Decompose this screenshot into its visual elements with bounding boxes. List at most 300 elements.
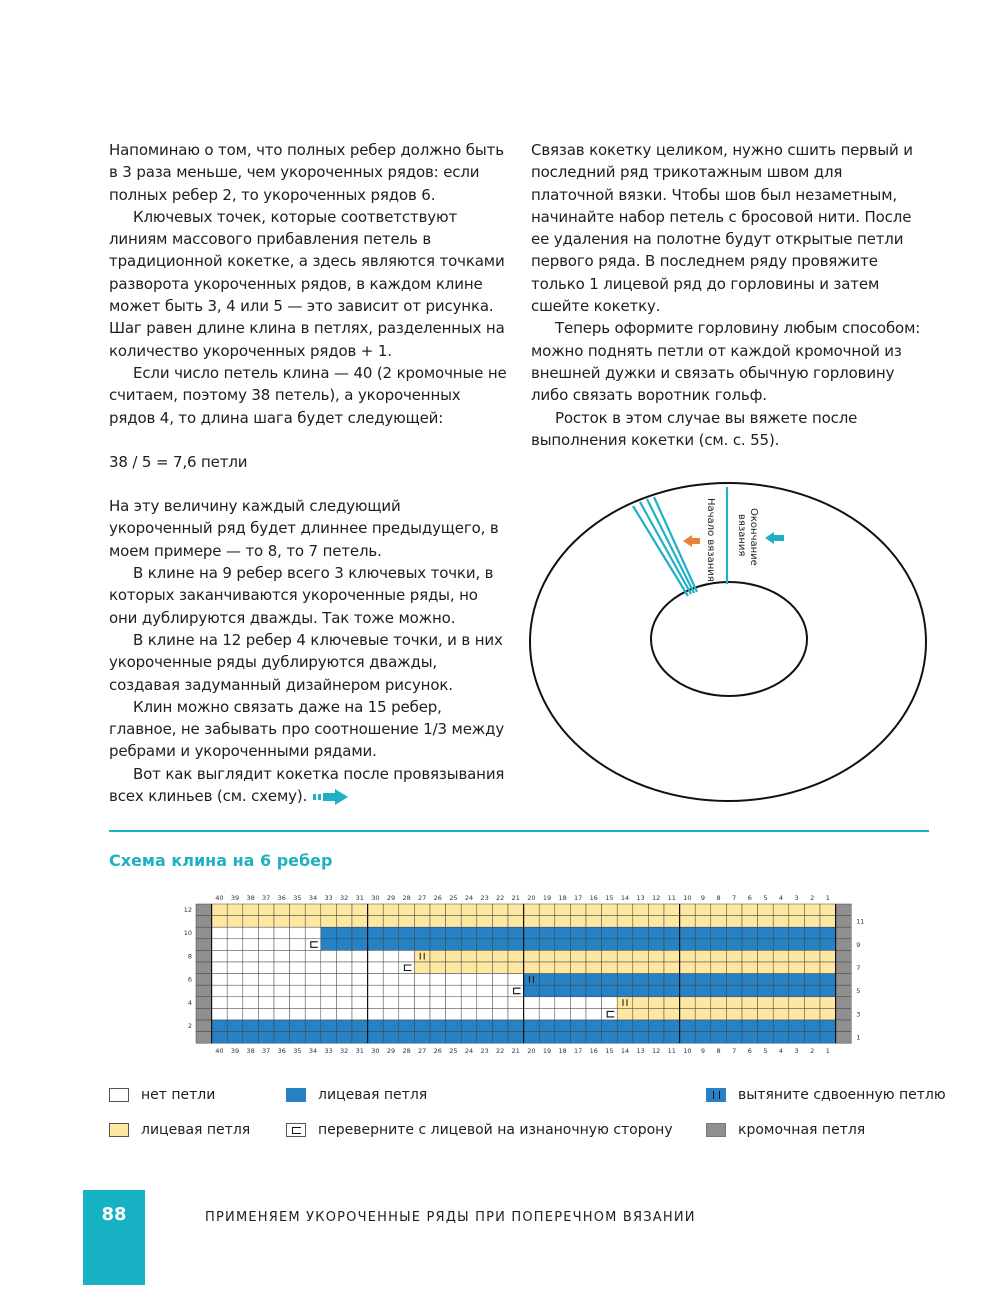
chart-cell bbox=[555, 1008, 571, 1020]
column-number: 29 bbox=[386, 1047, 396, 1056]
chart-cell bbox=[804, 950, 820, 962]
column-number: 38 bbox=[246, 894, 255, 902]
chart-cell bbox=[336, 927, 352, 939]
chart-cell bbox=[773, 974, 789, 986]
column-number: 4 bbox=[778, 1047, 784, 1056]
chart-cell bbox=[804, 997, 820, 1009]
chart-cell bbox=[680, 1020, 696, 1032]
chart-cell bbox=[555, 997, 571, 1009]
chart-cell bbox=[664, 985, 680, 997]
left-text-column bbox=[109, 139, 507, 807]
column-number: 26 bbox=[433, 894, 442, 902]
chart-cell bbox=[290, 916, 306, 928]
row-number-left: 2 bbox=[187, 1022, 192, 1030]
chart-cell bbox=[430, 927, 446, 939]
chart-cell bbox=[508, 1008, 524, 1020]
row-number-left: 12 bbox=[183, 906, 192, 914]
paragraph: Ключевых точек, которые соответствуют линиям массового прибавления петель в традиционной кокетке, а здесь являются точками разворота укороченных рядов, в каждом клине может быть 3, 4 или 5 — это зависит от рисунка. Шаг равен длине клина в петлях, разделенных на количество укороченных рядов + 1. bbox=[109, 207, 505, 360]
chart-cell bbox=[227, 904, 243, 916]
chart-cell bbox=[368, 950, 384, 962]
chart-cell bbox=[305, 985, 321, 997]
chart-cell bbox=[539, 1020, 555, 1032]
column-number: 1 bbox=[825, 894, 830, 902]
chart-cell bbox=[414, 939, 430, 951]
label-start: Начало вязания bbox=[705, 498, 716, 582]
chart-cell bbox=[680, 985, 696, 997]
chart-cell bbox=[227, 997, 243, 1009]
chart-cell bbox=[368, 1008, 384, 1020]
chart-cell bbox=[461, 904, 477, 916]
chart-cell bbox=[524, 1032, 540, 1044]
chart-cell bbox=[414, 1008, 430, 1020]
chart-cell bbox=[290, 997, 306, 1009]
column-number: 20 bbox=[527, 1047, 536, 1056]
chart-cell bbox=[664, 916, 680, 928]
chart-cell bbox=[820, 916, 836, 928]
label-end-line1: Окончание bbox=[748, 508, 759, 566]
chart-cell bbox=[664, 904, 680, 916]
chart-cell bbox=[648, 1032, 664, 1044]
column-number: 10 bbox=[683, 1047, 692, 1056]
chart-cell bbox=[461, 962, 477, 974]
chart-cell bbox=[414, 962, 430, 974]
chart-cell bbox=[789, 962, 805, 974]
chart-cell bbox=[664, 1020, 680, 1032]
chart-cell bbox=[633, 985, 649, 997]
chart-cell bbox=[539, 916, 555, 928]
chart-cell bbox=[446, 1032, 462, 1044]
chart-cell bbox=[430, 974, 446, 986]
chart-cell bbox=[570, 1020, 586, 1032]
chart-cell bbox=[305, 916, 321, 928]
chart-cell bbox=[368, 997, 384, 1009]
chart-cell bbox=[539, 1008, 555, 1020]
chart-cell bbox=[804, 985, 820, 997]
legend-empty bbox=[109, 1086, 215, 1104]
legend-label: переверните с лицевой на изнаночную сторону bbox=[318, 1122, 673, 1138]
chart-cell bbox=[758, 916, 774, 928]
chart-cell bbox=[477, 916, 493, 928]
chart-cell bbox=[804, 904, 820, 916]
chart-cell bbox=[711, 927, 727, 939]
column-number: 22 bbox=[496, 1047, 505, 1056]
column-number: 31 bbox=[355, 1047, 364, 1056]
column-number: 13 bbox=[636, 894, 645, 902]
paragraph: Теперь оформите горловину любым способом: можно поднять петли от каждой кромочной из внешней дужки и связать обычную горловину либо связать воротник гольф. bbox=[531, 319, 921, 405]
chart-cell bbox=[586, 962, 602, 974]
legend-label: кромочная петля bbox=[738, 1122, 866, 1138]
chart-cell bbox=[212, 939, 228, 951]
chart-cell bbox=[196, 927, 212, 939]
page-number-box bbox=[83, 1190, 145, 1285]
chart-cell bbox=[617, 939, 633, 951]
column-number: 1 bbox=[825, 1047, 830, 1056]
chart-cell bbox=[383, 904, 399, 916]
chart-cell bbox=[555, 950, 571, 962]
column-number: 25 bbox=[449, 894, 458, 902]
schema-title: Схема клина на 6 ребер bbox=[109, 851, 333, 870]
chart-cell bbox=[617, 997, 633, 1009]
chart-cell bbox=[836, 974, 852, 986]
column-number: 28 bbox=[402, 1047, 411, 1056]
column-number: 35 bbox=[293, 1047, 302, 1056]
chart-cell bbox=[570, 939, 586, 951]
chart-cell bbox=[555, 1032, 571, 1044]
chart-cell bbox=[758, 1020, 774, 1032]
column-number: 23 bbox=[480, 1047, 489, 1056]
chart-cell bbox=[555, 939, 571, 951]
chart-cell bbox=[617, 1008, 633, 1020]
chart-cell bbox=[742, 1008, 758, 1020]
chart-cell bbox=[602, 950, 618, 962]
chart-cell bbox=[695, 927, 711, 939]
chart-cell bbox=[383, 916, 399, 928]
chart-cell bbox=[227, 1008, 243, 1020]
column-number: 30 bbox=[371, 1047, 380, 1056]
chart-cell bbox=[524, 950, 540, 962]
chart-cell bbox=[633, 962, 649, 974]
column-number: 16 bbox=[589, 894, 598, 902]
chart-cell bbox=[820, 950, 836, 962]
column-number: 27 bbox=[418, 894, 427, 902]
chart-cell bbox=[305, 1008, 321, 1020]
chart-cell bbox=[430, 916, 446, 928]
column-number: 10 bbox=[683, 894, 692, 902]
chart-cell bbox=[836, 1020, 852, 1032]
label-end-line2: вязания bbox=[736, 514, 747, 557]
formula: 38 / 5 = 7,6 петли bbox=[109, 452, 248, 471]
chart-cell bbox=[711, 974, 727, 986]
paragraph: На эту величину каждый следующий укороченный ряд будет длиннее предыдущего, в моем примере — то 8, то 7 петель. bbox=[109, 497, 499, 560]
chart-cell bbox=[539, 962, 555, 974]
column-number: 4 bbox=[778, 894, 784, 902]
chart-cell bbox=[726, 1032, 742, 1044]
chart-cell bbox=[430, 985, 446, 997]
chart-cell bbox=[258, 1032, 274, 1044]
chart-cell bbox=[742, 974, 758, 986]
chart-cell bbox=[414, 985, 430, 997]
row-number-right: 3 bbox=[856, 1010, 861, 1019]
column-number: 37 bbox=[262, 1047, 271, 1056]
column-number: 3 bbox=[794, 1047, 799, 1056]
chart-cell bbox=[321, 939, 337, 951]
chart-cell bbox=[258, 974, 274, 986]
column-number: 21 bbox=[511, 894, 520, 902]
chart-cell bbox=[461, 950, 477, 962]
row-number-left: 8 bbox=[187, 952, 192, 961]
chart-cell bbox=[695, 939, 711, 951]
chart-cell bbox=[804, 939, 820, 951]
chart-cell bbox=[570, 962, 586, 974]
chart-cell bbox=[726, 997, 742, 1009]
paragraph: Напоминаю о том, что полных ребер должно быть в 3 раза меньше, чем укороченных рядов: если полных ребер 2, то укороченных рядов 6. bbox=[109, 141, 504, 204]
chart-cell bbox=[539, 985, 555, 997]
chart-cell bbox=[274, 974, 290, 986]
chart-cell bbox=[726, 974, 742, 986]
chart-cell bbox=[368, 962, 384, 974]
chart-cell bbox=[648, 939, 664, 951]
inner-ring bbox=[651, 582, 807, 696]
chart-cell bbox=[742, 985, 758, 997]
column-number: 6 bbox=[747, 894, 752, 902]
chart-cell bbox=[820, 939, 836, 951]
chart-cell bbox=[446, 962, 462, 974]
chart-cell bbox=[196, 974, 212, 986]
chart-cell bbox=[758, 1032, 774, 1044]
column-number: 31 bbox=[355, 894, 364, 902]
chart-cell bbox=[633, 1032, 649, 1044]
chart-cell bbox=[336, 974, 352, 986]
chart-cell bbox=[773, 916, 789, 928]
column-number: 36 bbox=[277, 894, 286, 902]
chart-cell bbox=[648, 985, 664, 997]
chart-cell bbox=[680, 962, 696, 974]
chart-cell bbox=[461, 939, 477, 951]
chart-cell bbox=[290, 950, 306, 962]
chart-cell bbox=[368, 1032, 384, 1044]
chart-cell bbox=[555, 904, 571, 916]
chart-cell bbox=[336, 916, 352, 928]
chart-cell bbox=[212, 916, 228, 928]
chart-cell bbox=[227, 962, 243, 974]
chart-cell bbox=[399, 1008, 415, 1020]
chart-cell bbox=[290, 939, 306, 951]
chart-cell bbox=[742, 916, 758, 928]
chart-cell bbox=[305, 974, 321, 986]
chart-cell bbox=[695, 997, 711, 1009]
column-number: 37 bbox=[262, 894, 271, 902]
legend-label: лицевая петля bbox=[318, 1087, 428, 1103]
chart-cell bbox=[414, 904, 430, 916]
chart-cell bbox=[336, 1008, 352, 1020]
chart-cell bbox=[586, 950, 602, 962]
chart-cell bbox=[227, 916, 243, 928]
chart-cell bbox=[446, 1008, 462, 1020]
column-number: 27 bbox=[418, 1047, 427, 1056]
chart-cell bbox=[368, 985, 384, 997]
swatch-edge bbox=[706, 1123, 726, 1137]
chart-cell bbox=[368, 939, 384, 951]
column-number: 34 bbox=[308, 894, 318, 902]
chart-cell bbox=[726, 950, 742, 962]
chart-cell bbox=[680, 916, 696, 928]
chart-cell bbox=[804, 927, 820, 939]
chart-cell bbox=[617, 1032, 633, 1044]
chart-cell bbox=[461, 1032, 477, 1044]
chart-cell bbox=[680, 939, 696, 951]
chart-cell bbox=[602, 962, 618, 974]
chart-cell bbox=[492, 950, 508, 962]
chart-cell bbox=[570, 985, 586, 997]
chart-cell bbox=[492, 985, 508, 997]
chart-cell bbox=[524, 927, 540, 939]
chart-cell bbox=[227, 939, 243, 951]
column-number: 12 bbox=[652, 894, 661, 902]
chart-cell bbox=[586, 1008, 602, 1020]
chart-cell bbox=[477, 950, 493, 962]
chart-cell bbox=[695, 904, 711, 916]
chart-cell bbox=[789, 974, 805, 986]
chart-cell bbox=[446, 904, 462, 916]
chart-cell bbox=[274, 904, 290, 916]
chart-cell bbox=[555, 1020, 571, 1032]
chart-cell bbox=[383, 962, 399, 974]
chart-cell bbox=[352, 1032, 368, 1044]
chart-cell bbox=[196, 1008, 212, 1020]
column-number: 18 bbox=[558, 1047, 567, 1056]
chart-cell bbox=[726, 939, 742, 951]
chart-cell bbox=[773, 1008, 789, 1020]
chart-cell bbox=[305, 904, 321, 916]
chart-cell bbox=[196, 904, 212, 916]
chart-cell bbox=[274, 1008, 290, 1020]
column-number: 17 bbox=[574, 1047, 583, 1056]
chart-cell bbox=[586, 997, 602, 1009]
column-number: 24 bbox=[464, 1047, 474, 1056]
chart-cell bbox=[258, 997, 274, 1009]
paragraph: В клине на 9 ребер всего 3 ключевых точки, в которых заканчиваются укороченные ряды, но они дублируются дважды. Так тоже можно. bbox=[109, 564, 494, 627]
chart-cell bbox=[773, 939, 789, 951]
chart-cell bbox=[399, 916, 415, 928]
swatch-knit-blue bbox=[286, 1088, 306, 1102]
chart-cell bbox=[586, 939, 602, 951]
chart-cell bbox=[820, 997, 836, 1009]
chart-cell bbox=[243, 950, 259, 962]
column-number: 11 bbox=[667, 894, 676, 902]
chart-cell bbox=[243, 1020, 259, 1032]
chart-cell bbox=[539, 974, 555, 986]
chart-cell bbox=[258, 985, 274, 997]
chart-cell bbox=[633, 950, 649, 962]
chart-cell bbox=[243, 962, 259, 974]
paragraph-text: Вот как выглядит кокетка после провязывания всех клиньев (см. схему). bbox=[109, 764, 505, 806]
chart-cell bbox=[212, 1032, 228, 1044]
column-number: 5 bbox=[763, 894, 768, 902]
chart-cell bbox=[305, 950, 321, 962]
chart-cell bbox=[212, 974, 228, 986]
chart-cell bbox=[274, 939, 290, 951]
chart-cell bbox=[243, 1032, 259, 1044]
chart-cell bbox=[212, 985, 228, 997]
chart-cell bbox=[461, 985, 477, 997]
row-number-right: 9 bbox=[856, 940, 861, 949]
chart-cell bbox=[399, 950, 415, 962]
chart-cell bbox=[695, 962, 711, 974]
paragraph: Связав кокетку целиком, нужно сшить первый и последний ряд трикотажным швом для платочной вязки. Чтобы шов был незаметным, начинайте набор петель с бросовой нити. После ее удаления на полотне будут открытые петли первого ряда. В последнем ряду провяжите только 1 лицевой ряд до горловины и затем сшейте кокетку. bbox=[531, 141, 913, 316]
chart-cell bbox=[711, 1020, 727, 1032]
chart-cell bbox=[524, 985, 540, 997]
chart-cell bbox=[711, 997, 727, 1009]
chart-cell bbox=[290, 962, 306, 974]
chart-cell bbox=[820, 962, 836, 974]
chart-cell bbox=[352, 985, 368, 997]
chart-cell bbox=[430, 1032, 446, 1044]
chart-cell bbox=[321, 950, 337, 962]
chart-cell bbox=[305, 927, 321, 939]
chart-cell bbox=[524, 1008, 540, 1020]
column-number: 14 bbox=[620, 894, 630, 902]
chart-cell bbox=[711, 939, 727, 951]
paragraph: Клин можно связать даже на 15 ребер, главное, не забывать про соотношение 1/3 между ребрами и укороченными рядами. bbox=[109, 697, 505, 761]
column-number: 23 bbox=[480, 894, 489, 902]
chart-cell bbox=[789, 985, 805, 997]
chart-cell bbox=[461, 974, 477, 986]
chart-cell bbox=[617, 1020, 633, 1032]
chart-cell bbox=[758, 927, 774, 939]
chart-cell bbox=[695, 1020, 711, 1032]
chart-cell bbox=[352, 950, 368, 962]
chart-cell bbox=[414, 950, 430, 962]
chart-cell bbox=[446, 939, 462, 951]
chart-cell bbox=[586, 904, 602, 916]
column-number: 20 bbox=[527, 894, 536, 902]
chart-cell bbox=[274, 997, 290, 1009]
chart-cell bbox=[555, 962, 571, 974]
chart-cell bbox=[773, 904, 789, 916]
chart-cell bbox=[648, 962, 664, 974]
chart-cell bbox=[711, 962, 727, 974]
chart-cell bbox=[836, 916, 852, 928]
chart-cell bbox=[758, 962, 774, 974]
chart-cell bbox=[570, 916, 586, 928]
chart-cell bbox=[383, 974, 399, 986]
legend-turn bbox=[286, 1121, 673, 1139]
chart-cell bbox=[508, 1020, 524, 1032]
chart-cell bbox=[290, 904, 306, 916]
paragraph: Росток в этом случае вы вяжете после выполнения кокетки (см. с. 55). bbox=[531, 408, 858, 449]
column-number: 13 bbox=[636, 1047, 645, 1056]
column-number: 33 bbox=[324, 894, 333, 902]
column-number: 25 bbox=[449, 1047, 458, 1056]
chart-cell bbox=[711, 1008, 727, 1020]
chart-cell bbox=[711, 904, 727, 916]
chart-cell bbox=[274, 1032, 290, 1044]
column-number: 30 bbox=[371, 894, 380, 902]
chart-cell bbox=[258, 939, 274, 951]
chart-cell bbox=[258, 904, 274, 916]
chart-cell bbox=[430, 1020, 446, 1032]
chart-cell bbox=[648, 904, 664, 916]
row-number-left: 6 bbox=[187, 975, 192, 984]
page-number: 88 bbox=[101, 1204, 127, 1225]
chart-cell bbox=[383, 939, 399, 951]
chart-cell bbox=[243, 916, 259, 928]
chart-cell bbox=[477, 1020, 493, 1032]
chart-cell bbox=[680, 997, 696, 1009]
chart-cell bbox=[633, 997, 649, 1009]
chart-cell bbox=[648, 916, 664, 928]
chart-cell bbox=[258, 1020, 274, 1032]
chart-cell bbox=[586, 985, 602, 997]
column-number: 18 bbox=[558, 894, 567, 902]
chart-cell bbox=[212, 1008, 228, 1020]
chart-cell bbox=[461, 997, 477, 1009]
chart-cell bbox=[648, 927, 664, 939]
chart-cell bbox=[695, 916, 711, 928]
swatch-double-stitch bbox=[706, 1088, 726, 1102]
chart-cell bbox=[711, 916, 727, 928]
chart-cell bbox=[508, 904, 524, 916]
chart-cell bbox=[804, 916, 820, 928]
column-number: 34 bbox=[308, 1047, 318, 1056]
chart-cell bbox=[726, 962, 742, 974]
chart-cell bbox=[477, 1032, 493, 1044]
chart-cell bbox=[477, 1008, 493, 1020]
chart-cell bbox=[570, 1032, 586, 1044]
chart-cell bbox=[773, 950, 789, 962]
column-number: 5 bbox=[763, 1047, 768, 1056]
paragraph: Если число петель клина — 40 (2 кромочные не считаем, поэтому 38 петель), а укороченных рядов 4, то длина шага будет следующей: bbox=[109, 363, 507, 427]
